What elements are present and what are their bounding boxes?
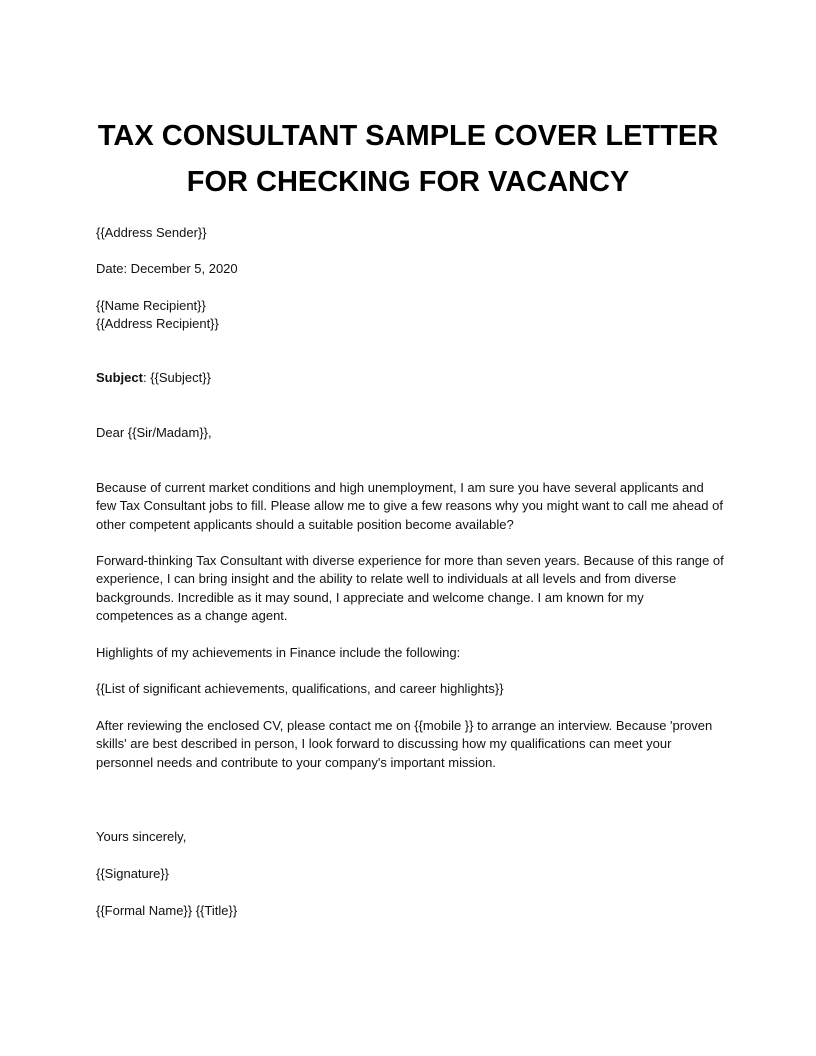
paragraph-5: After reviewing the enclosed CV, please contact me on {{mobile }} to arrange an interview. Because 'proven skills' are best described in person, I look forward to discussing how my qualifications can meet your personnel needs and contribute to your company's important mission. [96,718,713,770]
address-sender: {{Address Sender}} [96,225,207,240]
address-recipient: {{Address Recipient}} [96,316,219,331]
date-line: Date: December 5, 2020 [96,261,238,276]
title-line-1: TAX CONSULTANT SAMPLE COVER LETTER [97,120,719,152]
subject-value: : {{Subject}} [142,370,211,385]
letter-title [60,113,756,205]
closing: Yours sincerely, [96,829,187,844]
paragraph-4: {{List of significant achievements, qualifications, and career highlights}} [96,681,504,696]
formal-name: {{Formal Name}} {{Title}} [96,903,238,918]
salutation: Dear {{Sir/Madam}}, [96,425,212,440]
paragraph-1: Because of current market conditions and high unemployment, I am sure you have several applicants and few Tax Consultant jobs to fill. Please allow me to give a few reasons why you might want to call me ahead of other competent applicants should a suitable position become available? [96,480,723,532]
signature: {{Signature}} [96,866,170,881]
paragraph-3: Highlights of my achievements in Finance include the following: [96,645,461,660]
paragraph-2: Forward-thinking Tax Consultant with diverse experience for more than seven years. Because of this range of experience, I can bring insight and the ability to relate well to individuals at all levels and from diverse backgrounds. Incredible as it may sound, I appreciate and welcome change. I am known for my competences as a change agent. [96,553,724,623]
title-line-2: FOR CHECKING FOR VACANCY [186,166,630,198]
subject-line [96,369,211,387]
subject-label: Subject [96,370,143,385]
name-recipient: {{Name Recipient}} [96,298,206,313]
